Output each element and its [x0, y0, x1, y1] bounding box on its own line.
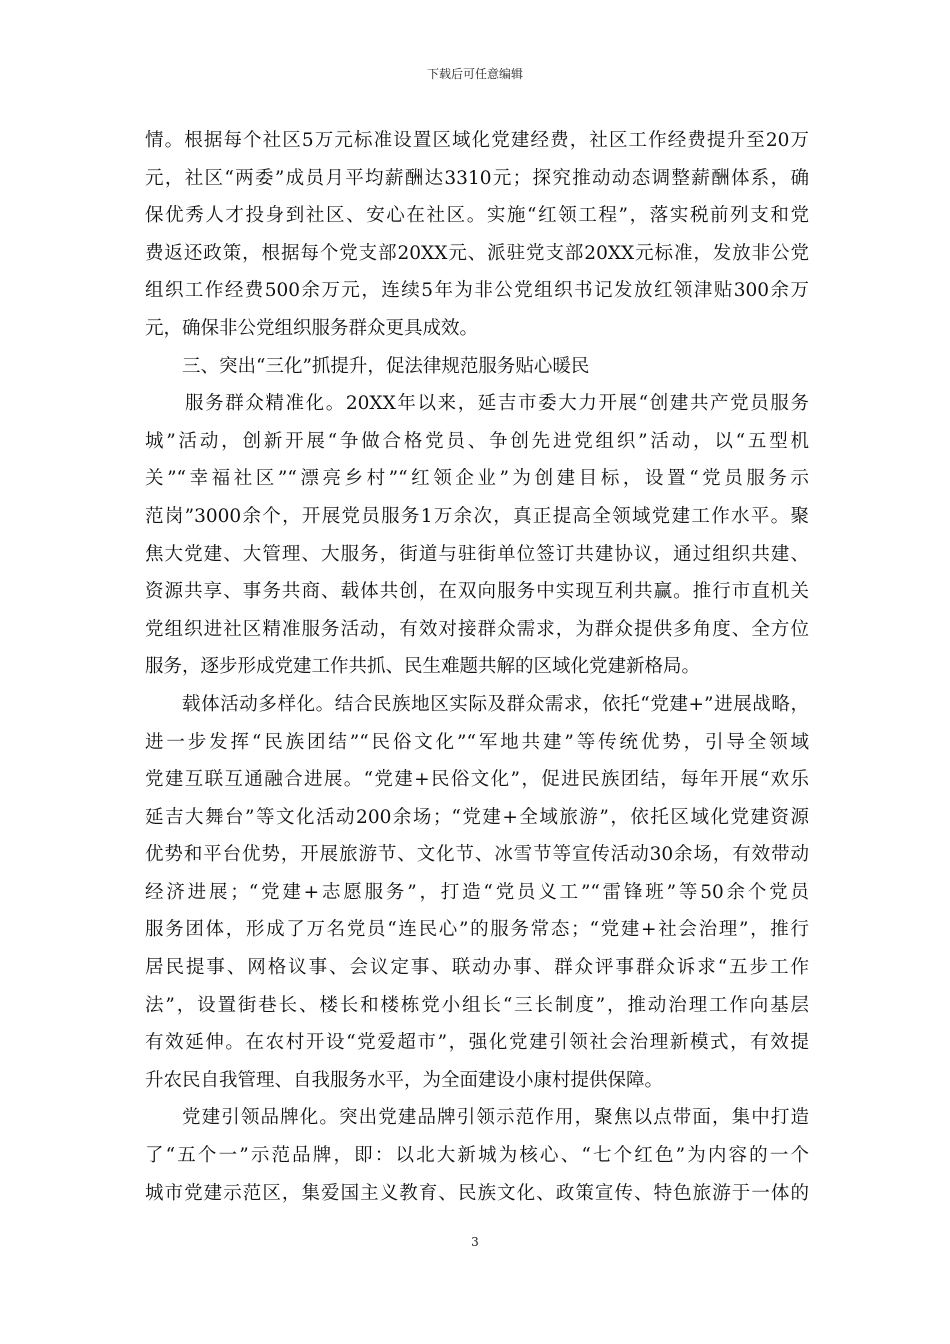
page-header: 下载后可任意编辑 — [426, 67, 523, 81]
text-line: 服务团体，形成了万名党员“连民心”的服务常态；“党建+社会治理”，推行 — [145, 919, 809, 941]
text-line: 费返还政策，根据每个党支部20XX元、派驻党支部20XX元标准，发放非公党 — [145, 242, 809, 264]
page-number: 3 — [471, 1235, 479, 1249]
text-line: 党建引领品牌化。突出党建品牌引领示范作用，聚焦以点带面，集中打造 — [182, 1107, 809, 1129]
text-line: 进一步发挥“民族团结”“民俗文化”“军地共建”等传统优势，引导全领域 — [145, 731, 809, 753]
text-line: 有效延伸。在农村开设“党爱超市”，强化党建引领社会治理新模式，有效提 — [145, 1032, 809, 1054]
text-line: 党建互联互通融合进展。“党建+民俗文化”，促进民族团结，每年开展“欢乐 — [145, 769, 809, 791]
text-line: 升农民自我管理、自我服务水平，为全面建设小康村提供保障。 — [145, 1069, 664, 1091]
text-line: 组织工作经费500余万元，连续5年为非公党组织书记发放红领津贴300余万 — [145, 280, 809, 302]
text-line: 服务群众精准化。20XX年以来，延吉市委大力开展“创建共产党员服务 — [185, 393, 809, 415]
text-line: 资源共享、事务共商、载体共创，在双向服务中实现互利共赢。推行市直机关 — [145, 581, 809, 603]
text-line: 服务，逐步形成党建工作共抓、民生难题共解的区域化党建新格局。 — [145, 656, 701, 678]
text-line: 居民提事、网格议事、会议定事、联动办事、群众评事群众诉求“五步工作 — [145, 957, 809, 979]
document-body — [145, 122, 809, 1212]
text-line: 优势和平台优势，开展旅游节、文化节、冰雪节等宣传活动30余场，有效带动 — [145, 844, 809, 866]
text-line: 范岗”3000余个，开展党员服务1万余次，真正提高全领域党建工作水平。聚 — [145, 505, 809, 527]
text-line: 焦大党建、大管理、大服务，街道与驻街单位签订共建协议，通过组织共建、 — [145, 543, 809, 565]
text-line: 党组织进社区精准服务活动，有效对接群众需求，为群众提供多角度、全方位 — [145, 618, 809, 640]
text-line: 了“五个一”示范品牌，即：以北大新城为核心、“七个红色”为内容的一个 — [145, 1145, 809, 1167]
text-line: 延吉大舞台”等文化活动200余场；“党建+全域旅游”，依托区域化党建资源 — [145, 806, 809, 828]
text-line: 城市党建示范区，集爱国主义教育、民族文化、政策宣传、特色旅游于一体的 — [145, 1182, 809, 1204]
text-line: 元，确保非公党组织服务群众更具成效。 — [145, 317, 479, 339]
text-line: 三、突出“三化”抓提升，促法律规范服务贴心暖民 — [182, 355, 590, 377]
text-line: 关”“幸福社区”“漂亮乡村”“红领企业”为创建目标，设置“党员服务示 — [145, 468, 809, 490]
text-line: 载体活动多样化。结合民族地区实际及群众需求，依托“党建+”进展战略， — [182, 693, 809, 715]
text-line: 经济进展；“党建+志愿服务”，打造“党员义工”“雷锋班”等50余个党员 — [145, 881, 809, 903]
text-line: 城”活动，创新开展“争做合格党员、争创先进党组织”活动，以“五型机 — [145, 430, 809, 452]
text-line: 保优秀人才投身到社区、安心在社区。实施“红领工程”，落实税前列支和党 — [145, 205, 809, 227]
text-line: 情。根据每个社区5万元标准设置区域化党建经费，社区工作经费提升至20万 — [145, 130, 809, 151]
text-line: 元，社区“两委”成员月平均薪酬达3310元；探究推动动态调整薪酬体系，确 — [145, 167, 809, 189]
text-line: 法”，设置街巷长、楼长和楼栋党小组长“三长制度”，推动治理工作向基层 — [145, 994, 809, 1016]
